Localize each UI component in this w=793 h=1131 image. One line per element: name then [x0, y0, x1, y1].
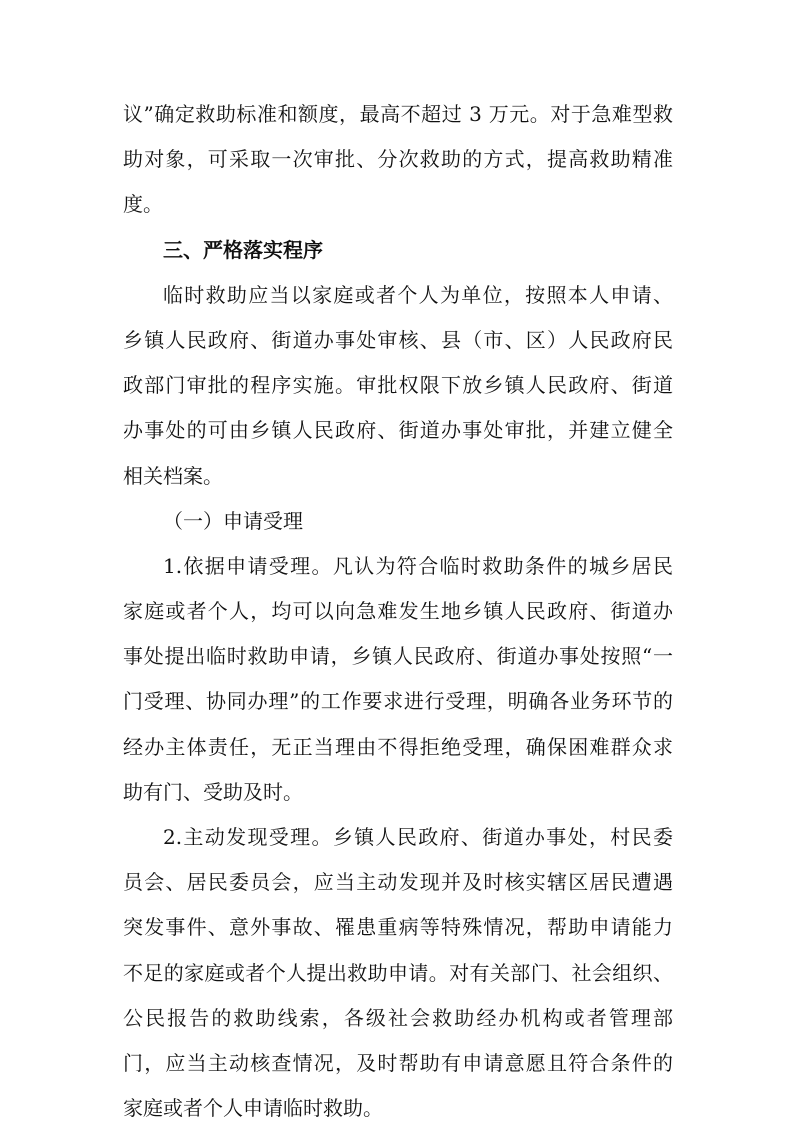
- body-line: 事处提出临时救助申请，乡镇人民政府、街道办事处按照“一: [123, 644, 673, 669]
- body-line: 家庭或者个人申请临时救助。: [123, 1096, 383, 1121]
- subsection-heading: （一）申请受理: [163, 508, 303, 533]
- body-line: 员会、居民委员会，应当主动发现并及时核实辖区居民遭遇: [123, 870, 673, 895]
- body-line: 家庭或者个人，均可以向急难发生地乡镇人民政府、街道办: [123, 599, 673, 624]
- body-line: 政部门审批的程序实施。审批权限下放乡镇人民政府、街道: [123, 373, 673, 398]
- document-body: [123, 92, 673, 1131]
- body-line: 不足的家庭或者个人提出救助申请。对有关部门、社会组织、: [123, 960, 673, 985]
- section-heading: 三、严格落实程序: [163, 237, 323, 262]
- body-line: 突发事件、意外事故、罹患重病等特殊情况，帮助申请能力: [123, 915, 673, 940]
- body-line: 经办主体责任，无正当理由不得拒绝受理，确保困难群众求: [123, 734, 673, 759]
- body-line: 1.依据申请受理。凡认为符合临时救助条件的城乡居民: [163, 553, 673, 578]
- body-line: 公民报告的救助线索，各级社会救助经办机构或者管理部: [123, 1005, 673, 1030]
- body-line: 2.主动发现受理。乡镇人民政府、街道办事处，村民委: [163, 825, 673, 849]
- body-line: 门受理、协同办理”的工作要求进行受理，明确各业务环节的: [123, 689, 673, 714]
- body-line: 临时救助应当以家庭或者个人为单位，按照本人申请、: [163, 282, 673, 307]
- body-line: 度。: [123, 192, 163, 217]
- body-line: 助有门、受助及时。: [123, 779, 303, 804]
- body-line: 相关档案。: [123, 463, 223, 488]
- body-line: 助对象，可采取一次审批、分次救助的方式，提高救助精准: [123, 147, 673, 172]
- body-line: 门，应当主动核查情况，及时帮助有申请意愿且符合条件的: [123, 1050, 673, 1075]
- body-line: 议”确定救助标准和额度，最高不超过 3 万元。对于急难型救: [123, 102, 673, 126]
- body-line: 办事处的可由乡镇人民政府、街道办事处审批，并建立健全: [123, 418, 673, 443]
- body-line: 乡镇人民政府、街道办事处审核、县（市、区）人民政府民: [123, 327, 673, 352]
